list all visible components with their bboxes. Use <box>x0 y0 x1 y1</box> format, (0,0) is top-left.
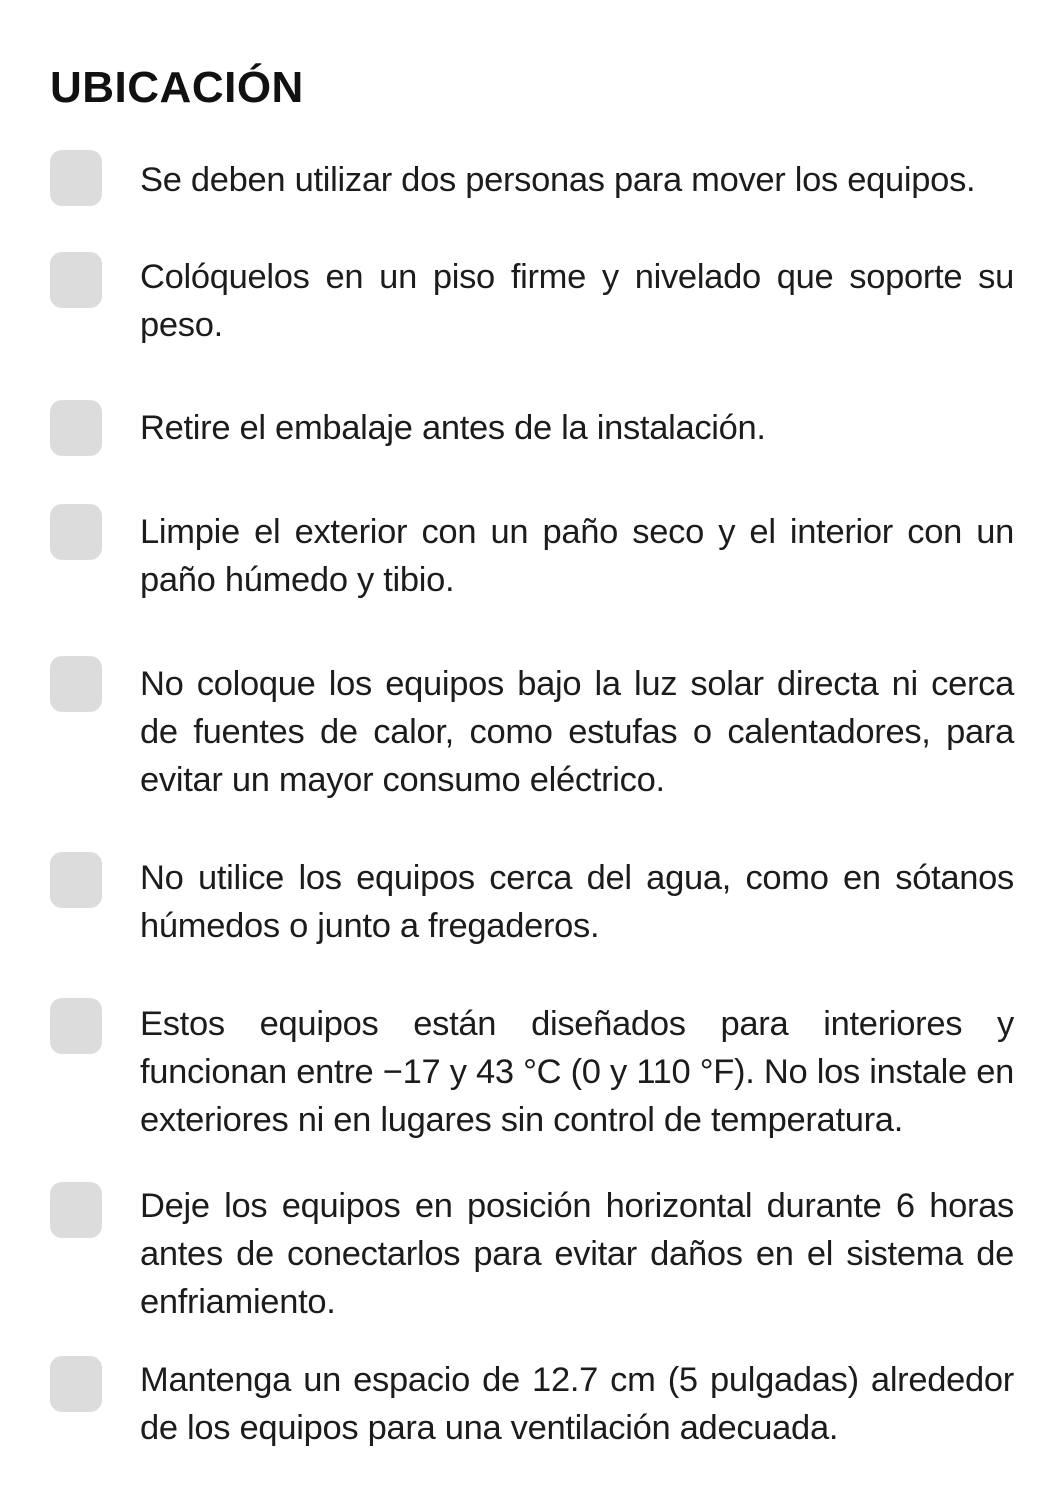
checkbox[interactable] <box>50 150 102 206</box>
checklist-item-text: Colóquelos en un piso firme y nivelado que soporte su peso. <box>140 258 1014 344</box>
checkbox[interactable] <box>50 400 102 456</box>
checkbox[interactable] <box>50 504 102 560</box>
checkbox[interactable] <box>50 656 102 712</box>
checklist-item-text: Limpie el exterior con un paño seco y el interior con un paño húmedo y tibio. <box>140 513 1014 599</box>
section-title: UBICACIÓN <box>50 63 304 112</box>
checklist-item-text: Deje los equipos en posición horizontal durante 6 horas antes de conectarlos para evitar daños en el sistema de enfriamiento. <box>140 1187 1014 1321</box>
checklist-item-text: Se deben utilizar dos personas para mover los equipos. <box>140 161 976 199</box>
checklist-item-text: Retire el embalaje antes de la instalación. <box>140 409 766 447</box>
checklist-item-text: Estos equipos están diseñados para interiores y funcionan entre −17 y 43 °C (0 y 110 °F). No los instale en exteriores ni en lugares sin control de temperatura. <box>140 1005 1014 1139</box>
checklist-item-text: No utilice los equipos cerca del agua, como en sótanos húmedos o junto a fregaderos. <box>140 859 1014 945</box>
checkbox[interactable] <box>50 852 102 908</box>
checklist-item-text: No coloque los equipos bajo la luz solar directa ni cerca de fuentes de calor, como estufas o calentadores, para evitar un mayor consumo eléctrico. <box>140 665 1014 799</box>
checklist-item-text: Mantenga un espacio de 12.7 cm (5 pulgadas) alrededor de los equipos para una ventilación adecuada. <box>140 1361 1014 1447</box>
checkbox[interactable] <box>50 1356 102 1412</box>
checkbox[interactable] <box>50 1182 102 1238</box>
checkbox[interactable] <box>50 998 102 1054</box>
checkbox[interactable] <box>50 252 102 308</box>
